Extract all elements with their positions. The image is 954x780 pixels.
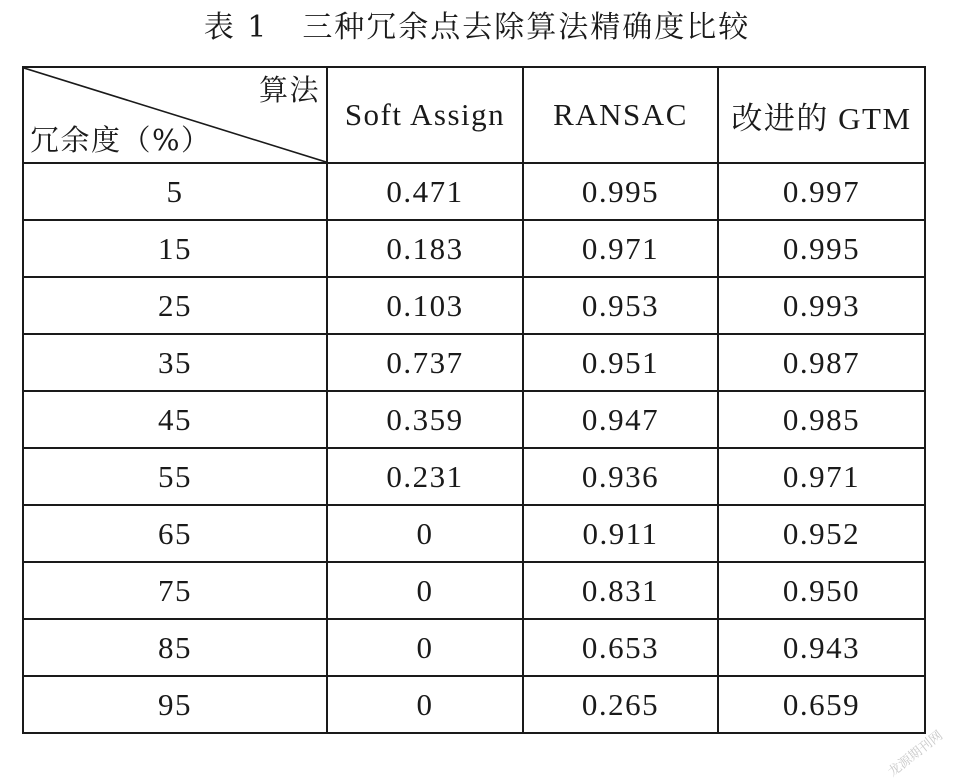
gtm-cell: 0.985 — [718, 391, 925, 448]
gtm-cell: 0.659 — [718, 676, 925, 733]
soft-assign-cell: 0.737 — [327, 334, 523, 391]
row-axis-label: 冗余度（%） — [30, 123, 212, 157]
ransac-cell: 0.971 — [523, 220, 718, 277]
gtm-cell: 0.995 — [718, 220, 925, 277]
ransac-cell: 0.951 — [523, 334, 718, 391]
corner-header-cell — [23, 67, 327, 163]
soft-assign-cell: 0.471 — [327, 163, 523, 220]
ransac-cell: 0.947 — [523, 391, 718, 448]
table-row — [23, 163, 925, 220]
redundancy-cell: 55 — [23, 448, 327, 505]
watermark: 龙源期刊网 — [885, 728, 946, 780]
table-row — [23, 619, 925, 676]
header-row — [23, 67, 925, 163]
table-row — [23, 277, 925, 334]
redundancy-cell: 15 — [23, 220, 327, 277]
gtm-cell: 0.993 — [718, 277, 925, 334]
gtm-cell: 0.997 — [718, 163, 925, 220]
table-row — [23, 448, 925, 505]
ransac-cell: 0.995 — [523, 163, 718, 220]
redundancy-cell: 5 — [23, 163, 327, 220]
column-header-improved-gtm: 改进的 GTM — [718, 67, 925, 163]
table-row — [23, 391, 925, 448]
redundancy-cell: 35 — [23, 334, 327, 391]
column-header-ransac: RANSAC — [523, 67, 718, 163]
column-axis-label: 算法 — [258, 73, 320, 107]
table-row — [23, 220, 925, 277]
comparison-table — [22, 66, 926, 734]
table-row — [23, 334, 925, 391]
table-row — [23, 505, 925, 562]
ransac-cell: 0.265 — [523, 676, 718, 733]
gtm-cell: 0.943 — [718, 619, 925, 676]
gtm-cell: 0.952 — [718, 505, 925, 562]
redundancy-cell: 95 — [23, 676, 327, 733]
soft-assign-cell: 0 — [327, 505, 523, 562]
ransac-cell: 0.831 — [523, 562, 718, 619]
table-number: 表 1 — [203, 10, 269, 45]
redundancy-cell: 65 — [23, 505, 327, 562]
ransac-cell: 0.953 — [523, 277, 718, 334]
table-row — [23, 676, 925, 733]
table-caption — [0, 6, 954, 50]
soft-assign-cell: 0.359 — [327, 391, 523, 448]
ransac-cell: 0.936 — [523, 448, 718, 505]
gtm-cell: 0.950 — [718, 562, 925, 619]
column-header-soft-assign: Soft Assign — [327, 67, 523, 163]
table-title: 三种冗余点去除算法精确度比较 — [302, 10, 751, 45]
soft-assign-cell: 0.103 — [327, 277, 523, 334]
soft-assign-cell: 0 — [327, 676, 523, 733]
redundancy-cell: 45 — [23, 391, 327, 448]
ransac-cell: 0.653 — [523, 619, 718, 676]
soft-assign-cell: 0 — [327, 619, 523, 676]
ransac-cell: 0.911 — [523, 505, 718, 562]
redundancy-cell: 75 — [23, 562, 327, 619]
soft-assign-cell: 0 — [327, 562, 523, 619]
soft-assign-cell: 0.183 — [327, 220, 523, 277]
redundancy-cell: 85 — [23, 619, 327, 676]
redundancy-cell: 25 — [23, 277, 327, 334]
gtm-cell: 0.987 — [718, 334, 925, 391]
table-row — [23, 562, 925, 619]
gtm-cell: 0.971 — [718, 448, 925, 505]
soft-assign-cell: 0.231 — [327, 448, 523, 505]
